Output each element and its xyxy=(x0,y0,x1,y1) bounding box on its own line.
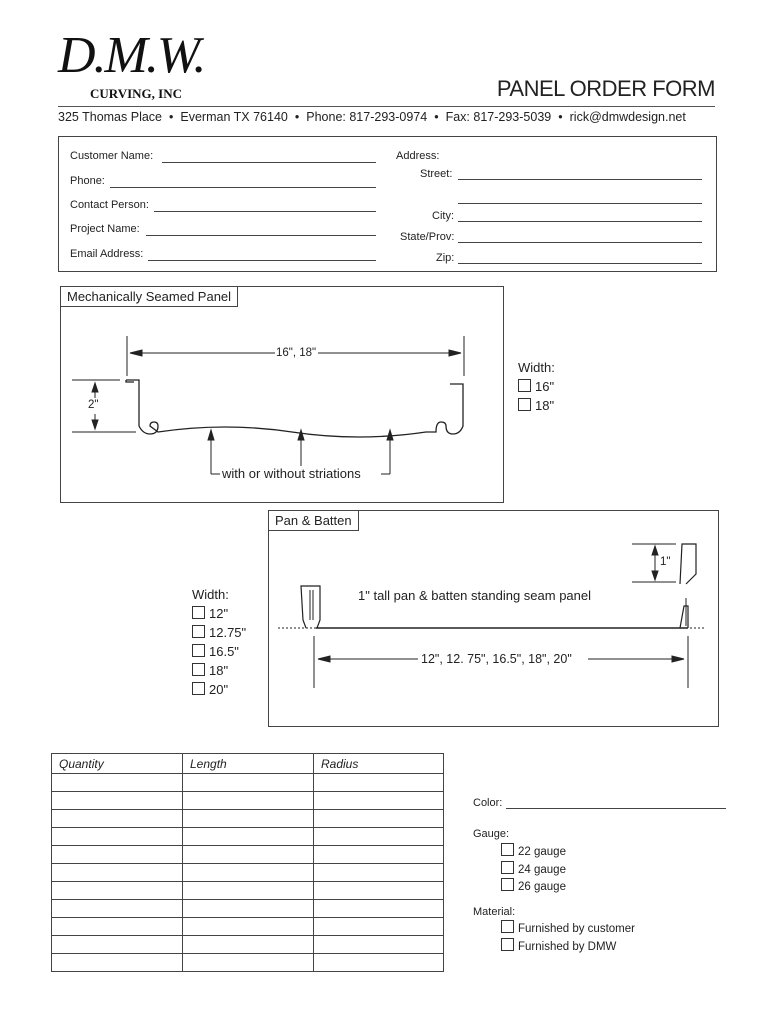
table-row xyxy=(52,936,444,954)
city-label: City: xyxy=(432,210,454,222)
cell-length[interactable] xyxy=(183,882,314,900)
table-row xyxy=(52,882,444,900)
checkbox[interactable] xyxy=(192,644,205,657)
pan-batten-diagram xyxy=(268,510,719,727)
cell-radius[interactable] xyxy=(314,792,444,810)
cell-radius[interactable] xyxy=(314,918,444,936)
zip-field[interactable] xyxy=(458,263,702,264)
cell-radius[interactable] xyxy=(314,864,444,882)
material-option-dmw[interactable]: Furnished by DMW xyxy=(501,938,635,956)
pan-batten-title: Pan & Batten xyxy=(269,511,359,531)
gauge-option-24[interactable]: 24 gauge xyxy=(501,861,566,879)
color-field[interactable] xyxy=(506,808,726,809)
cell-length[interactable] xyxy=(183,810,314,828)
width-option-20[interactable]: 20" xyxy=(192,680,246,699)
cell-length[interactable] xyxy=(183,918,314,936)
cell-length[interactable] xyxy=(183,792,314,810)
cell-quantity[interactable] xyxy=(52,864,183,882)
seam-right xyxy=(680,606,688,628)
cell-quantity[interactable] xyxy=(52,918,183,936)
cell-radius[interactable] xyxy=(314,882,444,900)
arrow-left-icon xyxy=(130,350,142,356)
cell-length[interactable] xyxy=(183,828,314,846)
checkbox[interactable] xyxy=(501,920,514,933)
checkbox[interactable] xyxy=(192,682,205,695)
street-field[interactable] xyxy=(458,179,702,180)
project-name-field[interactable] xyxy=(146,235,376,236)
width-option-12-75[interactable]: 12.75" xyxy=(192,623,246,642)
cell-radius[interactable] xyxy=(314,954,444,972)
table-row xyxy=(52,900,444,918)
email-address-label: Email Address: xyxy=(70,248,144,260)
cell-quantity[interactable] xyxy=(52,954,183,972)
table-row xyxy=(52,810,444,828)
arrow-up-icon xyxy=(208,430,214,440)
cell-radius[interactable] xyxy=(314,828,444,846)
material-options xyxy=(501,920,635,955)
checkbox[interactable] xyxy=(501,861,514,874)
company-phone: Phone: 817-293-0974 xyxy=(306,110,428,124)
separator: • xyxy=(169,110,174,124)
email-address-field[interactable] xyxy=(148,260,376,261)
panel-profile xyxy=(126,380,463,437)
checkbox[interactable] xyxy=(192,663,205,676)
gauge-options xyxy=(501,843,566,896)
street-label: Street: xyxy=(420,168,453,180)
width-option-18[interactable]: 18" xyxy=(192,661,246,680)
arrow-up-icon xyxy=(298,430,304,440)
pan-width-options xyxy=(192,585,246,699)
cell-quantity[interactable] xyxy=(52,792,183,810)
customer-name-field[interactable] xyxy=(162,162,376,163)
cell-length[interactable] xyxy=(183,846,314,864)
mech-panel-title: Mechanically Seamed Panel xyxy=(61,287,238,307)
cell-length[interactable] xyxy=(183,774,314,792)
arrow-left-icon xyxy=(318,656,330,662)
checkbox[interactable] xyxy=(501,938,514,951)
batten-cap xyxy=(680,544,696,584)
table-row xyxy=(52,954,444,972)
page-title: PANEL ORDER FORM xyxy=(496,76,715,101)
cell-radius[interactable] xyxy=(314,936,444,954)
header-divider xyxy=(58,106,715,107)
checkbox[interactable] xyxy=(501,878,514,891)
gauge-option-26[interactable]: 26 gauge xyxy=(501,878,566,896)
separator: • xyxy=(294,110,300,124)
column-header-quantity: Quantity xyxy=(52,754,183,774)
cell-quantity[interactable] xyxy=(52,936,183,954)
separator: • xyxy=(558,110,563,124)
arrow-down-icon xyxy=(92,420,98,429)
cell-length[interactable] xyxy=(183,954,314,972)
arrow-up-icon xyxy=(387,430,393,440)
arrow-up-icon xyxy=(652,546,658,555)
table-row xyxy=(52,864,444,882)
cell-length[interactable] xyxy=(183,900,314,918)
table-row xyxy=(52,918,444,936)
customer-name-label: Customer Name: xyxy=(70,150,154,162)
width-option-16-5[interactable]: 16.5" xyxy=(192,642,246,661)
arrow-right-icon xyxy=(672,656,684,662)
separator: • xyxy=(434,110,439,124)
arrow-down-icon xyxy=(652,571,658,580)
company-city: Everman TX 76140 xyxy=(180,110,288,124)
arrow-right-icon xyxy=(449,350,461,356)
city-field[interactable] xyxy=(458,221,702,222)
pan-width-label: Width: xyxy=(192,587,229,602)
checkbox[interactable] xyxy=(192,625,205,638)
cell-quantity[interactable] xyxy=(52,828,183,846)
zip-label: Zip: xyxy=(436,252,455,264)
table-row xyxy=(52,774,444,792)
company-email: rick@dmwdesign.net xyxy=(569,110,686,124)
cell-radius[interactable] xyxy=(314,810,444,828)
street-field-2[interactable] xyxy=(458,203,702,204)
company-logo: D.M.W. xyxy=(58,27,205,84)
column-header-radius: Radius xyxy=(314,754,444,774)
address-label: Address: xyxy=(396,150,440,162)
mech-width-options xyxy=(518,358,555,415)
width-option-18[interactable]: 18" xyxy=(518,396,555,415)
contact-person-field[interactable] xyxy=(154,211,376,212)
contact-person-label: Contact Person: xyxy=(70,199,149,211)
striations-note: with or without striations xyxy=(222,466,361,481)
mech-width-label: Width: xyxy=(518,360,555,375)
checkbox[interactable] xyxy=(192,606,205,619)
mech-height-dimension: 2" xyxy=(88,399,99,411)
arrow-up-icon xyxy=(92,383,98,392)
table-header-row xyxy=(52,754,444,774)
phone-field[interactable] xyxy=(110,187,376,188)
company-address: 325 Thomas Place xyxy=(58,110,162,124)
cell-length[interactable] xyxy=(183,936,314,954)
project-name-label: Project Name: xyxy=(70,223,140,235)
cell-radius[interactable] xyxy=(314,846,444,864)
column-header-length: Length xyxy=(183,754,314,774)
gauge-option-22[interactable]: 22 gauge xyxy=(501,843,566,861)
cell-quantity[interactable] xyxy=(52,882,183,900)
cell-radius[interactable] xyxy=(314,774,444,792)
contact-line xyxy=(58,110,718,124)
table-row xyxy=(52,828,444,846)
cell-quantity[interactable] xyxy=(52,900,183,918)
pan-height-dimension: 1" xyxy=(660,556,671,568)
company-logo-subtitle: CURVING, INC xyxy=(90,86,182,101)
table-row xyxy=(52,792,444,810)
color-label: Color: xyxy=(473,797,503,809)
cell-quantity[interactable] xyxy=(52,810,183,828)
material-label: Material: xyxy=(473,906,516,918)
cell-quantity[interactable] xyxy=(52,774,183,792)
state-prov-label: State/Prov: xyxy=(400,231,455,243)
mech-width-dimension: 16", 18" xyxy=(276,347,317,359)
customer-info-box xyxy=(58,136,717,272)
pan-width-dimension: 12", 12. 75", 16.5", 18", 20" xyxy=(421,652,572,666)
width-option-12[interactable]: 12" xyxy=(192,604,246,623)
cell-quantity[interactable] xyxy=(52,846,183,864)
table-row xyxy=(52,846,444,864)
company-fax: Fax: 817-293-5039 xyxy=(445,110,552,124)
checkbox[interactable] xyxy=(518,398,531,411)
state-prov-field[interactable] xyxy=(458,242,702,243)
gauge-label: Gauge: xyxy=(473,828,510,840)
material-option-customer[interactable]: Furnished by customer xyxy=(501,920,635,938)
width-option-16[interactable]: 16" xyxy=(518,377,555,396)
cell-radius[interactable] xyxy=(314,900,444,918)
phone-label: Phone: xyxy=(70,175,105,187)
checkbox[interactable] xyxy=(518,379,531,392)
checkbox[interactable] xyxy=(501,843,514,856)
order-table xyxy=(51,753,444,972)
cell-length[interactable] xyxy=(183,864,314,882)
pan-batten-description: 1" tall pan & batten standing seam panel xyxy=(358,588,591,603)
